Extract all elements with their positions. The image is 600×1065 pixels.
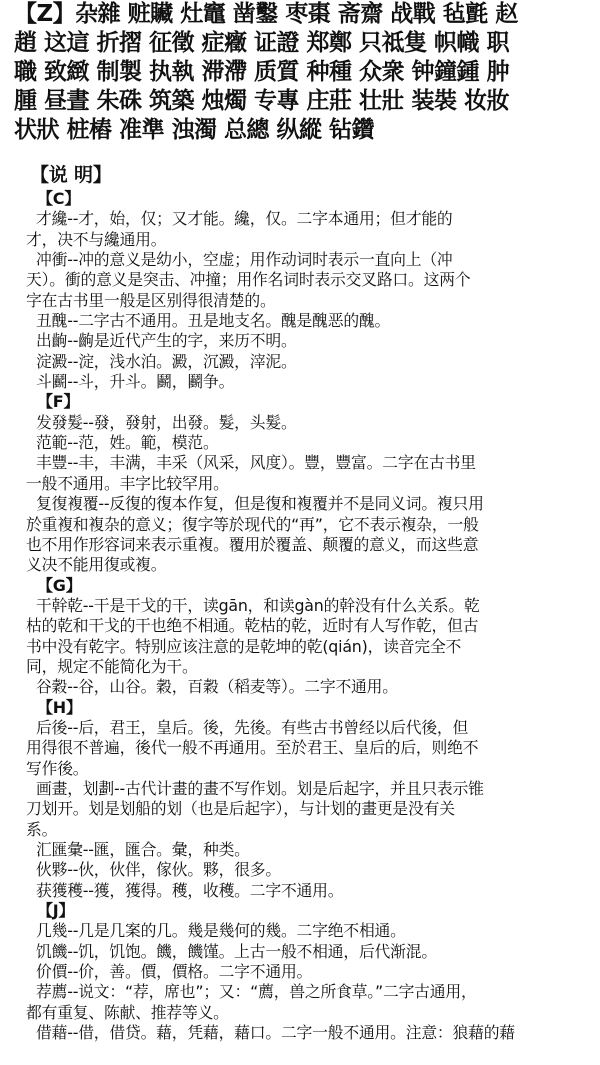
section-heading: 【G】: [37, 575, 82, 595]
note-continuation-line: 也不用作形容词来表示重複。覆用於覆盖、颠覆的意义，而这些意: [26, 534, 479, 554]
note-entry-line: 出齣--齣是近代产生的字，来历不明。: [36, 331, 297, 351]
explanation-notes: [26, 163, 596, 1043]
z-section-line: 【Z】杂雜 赃贜 灶竈 凿鑿 枣棗 斋齋 战戰 毡氈 赵: [14, 1, 518, 27]
z-section-line: 趙 这這 折摺 征徵 症癥 证證 郑鄭 只祗隻 帜幟 职: [14, 30, 510, 56]
note-continuation-line: 书中没有乾字。特别应该注意的是乾坤的乾(qián)，读音完全不: [26, 636, 462, 656]
note-entry-line: 画畫，划劃--古代计畫的畫不写作划。划是后起字，并且只表示锥: [36, 778, 484, 798]
section-heading: 【J】: [37, 901, 75, 921]
note-entry-line: 伙夥--伙，伙伴，傢伙。夥，很多。: [36, 860, 281, 880]
note-entry-line: 饥饑--饥，饥饱。饑，饑馑。上古一般不相通，后代渐混。: [36, 941, 437, 961]
note-continuation-line: 同，规定不能简化为干。: [26, 656, 198, 676]
note-continuation-line: 枯的乾和干戈的干也绝不相通。乾枯的乾，近时有人写作乾，但古: [26, 616, 479, 636]
section-heading: 【C】: [37, 189, 81, 208]
note-entry-line: 谷穀--谷，山谷。穀，百穀（稻麦等）。二字不通用。: [36, 677, 398, 697]
note-entry-line: 获獲穫--獲，獲得。穫，收穫。二字不通用。: [36, 880, 344, 900]
note-continuation-line: 义决不能用復或複。: [26, 555, 167, 575]
note-entry-line: 才纔--才，始，仅；又才能。纔，仅。二字本通用；但才能的: [36, 209, 453, 229]
z-section-line: 職 致緻 制製 执執 滞滯 质質 种種 众衆 钟鐘鍾 肿: [14, 59, 510, 85]
z-section-character-list: [14, 0, 592, 145]
note-entry-line: 复復複覆--反復的復本作复，但是復和複覆并不是同义词。複只用: [36, 494, 484, 514]
z-section-line: 腫 昼晝 朱硃 筑築 烛燭 专專 庄莊 壮壯 装裝 妆妝: [14, 88, 510, 114]
note-continuation-line: 才，决不与纔通用。: [26, 229, 167, 249]
note-continuation-line: 用得很不普遍，後代一般不再通用。至於君王、皇后的后，则绝不: [26, 738, 479, 758]
note-entry-line: 干幹乾--干是干戈的干，读gān，和读gàn的幹没有什么关系。乾: [36, 595, 480, 615]
section-heading: 【F】: [37, 392, 80, 412]
note-entry-line: 借藉--借，借贷。藉，凭藉，藉口。二字一般不通用。注意：狼藉的藉: [36, 1023, 515, 1043]
note-entry-line: 丰豐--丰，丰满，丰采（风采，风度）。豐，豐富。二字在古书里: [36, 453, 476, 473]
z-section-line: 状狀 桩樁 准準 浊濁 总總 纵縱 钻鑽: [14, 117, 375, 143]
note-entry-line: 冲衝--冲的意义是幼小，空虚；用作动词时表示一直向上（冲: [36, 250, 453, 270]
note-entry-line: 后後--后，君王，皇后。後，先後。有些古书曾经以后代後，但: [36, 717, 469, 737]
note-continuation-line: 一般不通用。丰字比较罕用。: [26, 473, 229, 493]
note-entry-line: 丑醜--二字古不通用。丑是地支名。醜是醜恶的醜。: [36, 311, 391, 331]
section-heading: 【H】: [37, 697, 82, 717]
note-continuation-line: 都有重复、陈献、推荐等义。: [26, 1002, 229, 1022]
note-continuation-line: 字在古书里一般是区别得很清楚的。: [26, 290, 276, 310]
note-continuation-line: 系。: [26, 819, 58, 839]
note-entry-line: 范範--范，姓。範，模范。: [36, 433, 219, 453]
note-entry-line: 价價--价，善。價，價格。二字不通用。: [36, 962, 313, 982]
note-entry-line: 几幾--几是几案的几。幾是幾何的幾。二字绝不相通。: [36, 921, 406, 941]
note-entry-line: 淀澱--淀，浅水泊。澱，沉澱，滓泥。: [36, 351, 297, 371]
note-entry-line: 荐薦--说文：“荐，席也”；又：“薦，兽之所食草。”二字古通用，: [36, 982, 477, 1002]
note-entry-line: 斗鬬--斗，升斗。鬬，鬬争。: [36, 372, 235, 392]
note-continuation-line: 刀划开。划是划船的划（也是后起字），与计划的畫更是没有关: [26, 799, 455, 819]
notes-lines: [26, 189, 596, 1043]
note-continuation-line: 天）。衝的意义是突击、冲撞；用作名词时表示交叉路口。这两个: [26, 270, 471, 290]
note-continuation-line: 写作後。: [26, 758, 89, 778]
note-entry-line: 发發髮--發，發射，出發。髮，头髮。: [36, 412, 297, 432]
notes-heading: 【说 明】: [30, 164, 112, 186]
note-entry-line: 汇匯彙--匯，匯合。彙，种类。: [36, 840, 250, 859]
note-continuation-line: 於重複和複杂的意义；復字等於现代的“再”，它不表示複杂，一般: [26, 514, 479, 534]
